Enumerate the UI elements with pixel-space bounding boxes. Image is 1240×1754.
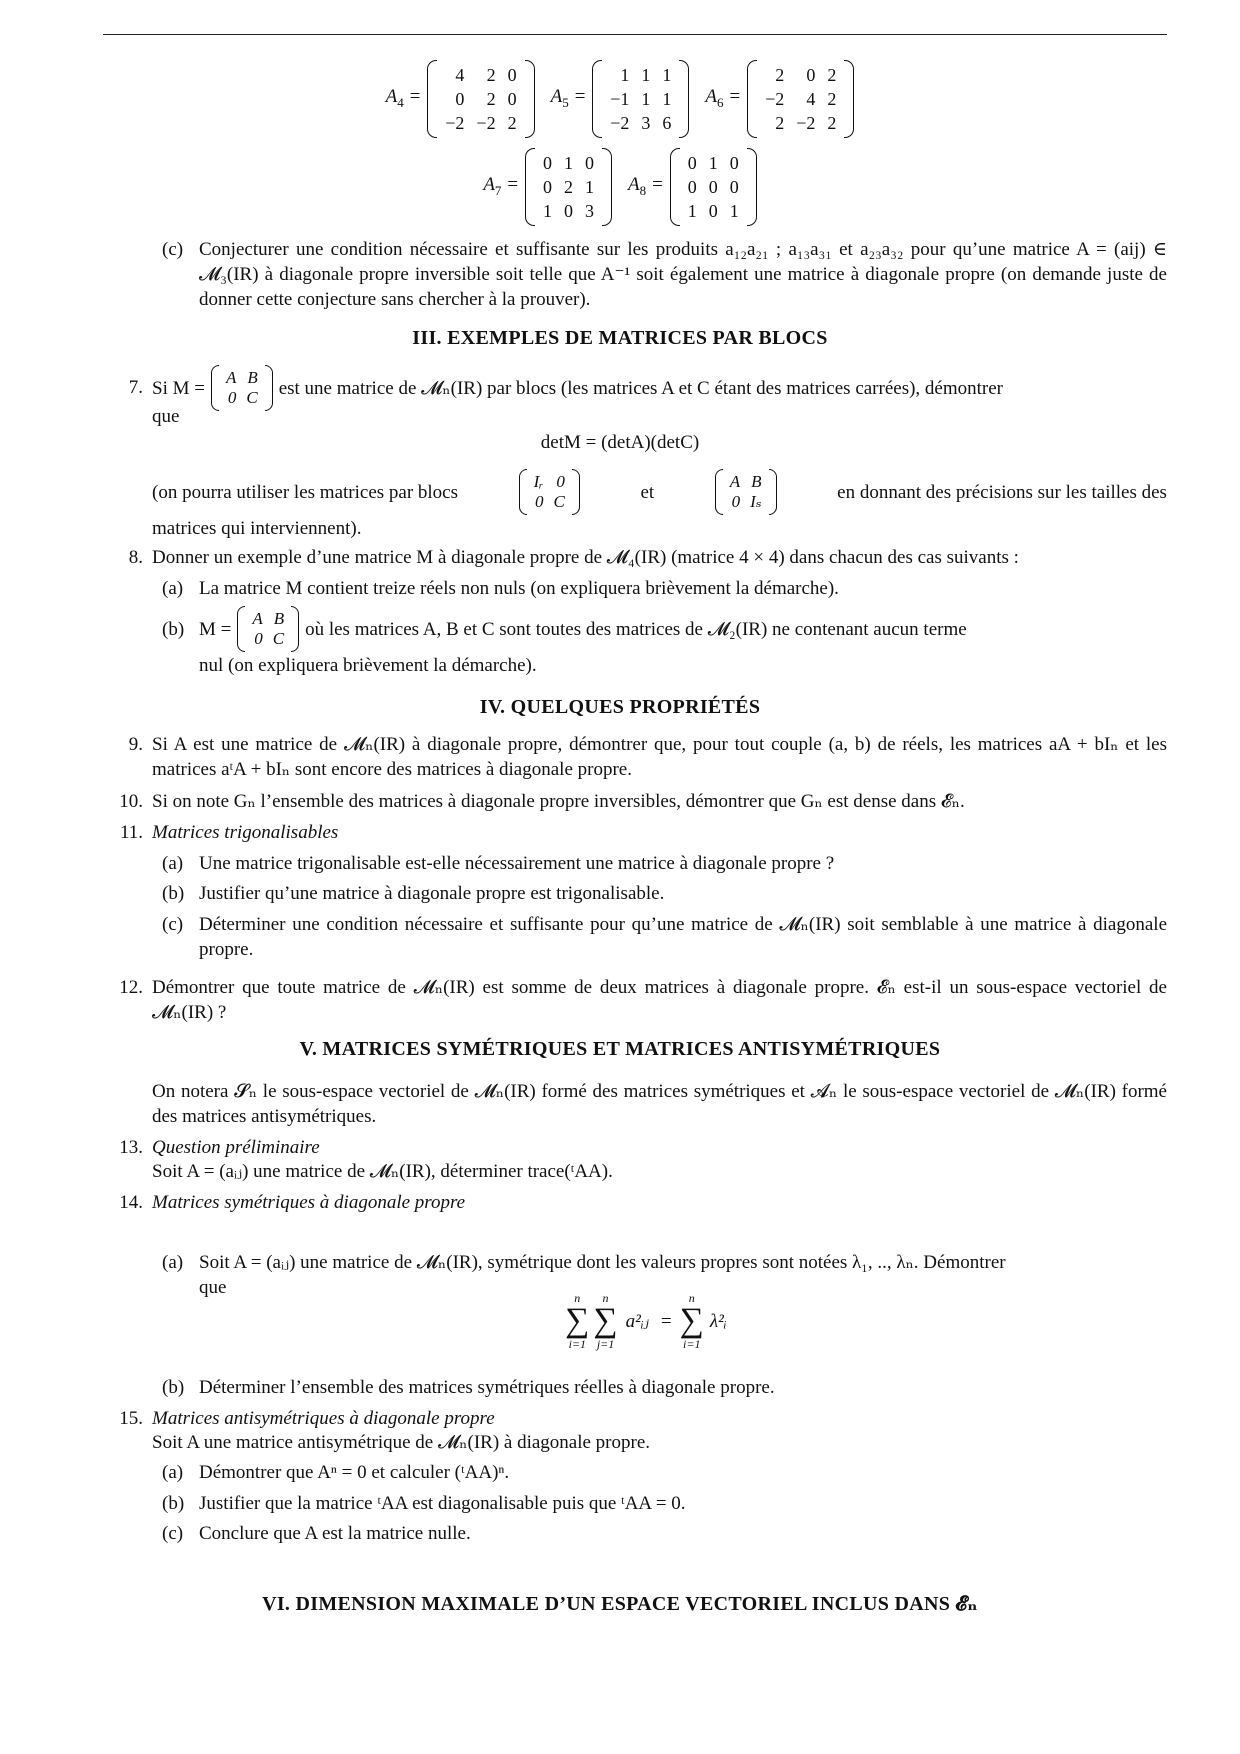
matrix-entry: B (751, 472, 762, 491)
matrix-group (705, 60, 854, 138)
q11-c-text: Déterminer une condition nécessaire et suffisante pour qu’une matrice de 𝓜ₙ(IR) soit semblable à une matrice à diagonale propre. (199, 914, 1167, 960)
q7-hint-post: en donnant des précisions sur les tailles des (837, 481, 1167, 503)
sum-lhs-term: a²ᵢⱼ (625, 1310, 649, 1332)
matrix-entry: 0 (687, 153, 697, 173)
matrix-entry: 0 (507, 89, 517, 109)
sub-label: (c) (162, 239, 184, 260)
matrix-entry: 3 (585, 201, 594, 221)
matrix-entry: 1 (662, 89, 672, 109)
sub-label-c: (c) (162, 1523, 184, 1544)
question-title: Matrices antisymétriques à diagonale propre (152, 1408, 495, 1429)
matrix-entry: 6 (662, 113, 672, 133)
question-title: Matrices trigonalisables (152, 822, 339, 843)
matrix-entry: 1 (543, 201, 552, 221)
matrix-entry: −2 (610, 113, 630, 133)
question-text: Soit A une matrice antisymétrique de 𝓜ₙ(IR) à diagonale propre. (152, 1432, 651, 1453)
matrix-entry: 0 (455, 89, 465, 109)
matrix-entry: 0 (729, 153, 739, 173)
matrix-entry: 0 (564, 201, 573, 221)
question-text: Si A est une matrice de 𝓜ₙ(IR) à diagonale propre, démontrer que, pour tout couple (a, b) de réels, les matrices aA + bIₙ et les matrices aᵗA + bIₙ sont encore des matrices à diagonale propre. (152, 734, 1167, 780)
matrix-entry: 0 (708, 201, 718, 221)
q7-hint-end: matrices qui interviennent). (152, 518, 362, 539)
q7-et: et (640, 481, 655, 503)
q14-a-text-2: que (199, 1277, 227, 1298)
matrix-entry: 2 (564, 177, 573, 197)
matrix-entry: −1 (610, 89, 630, 109)
matrix (237, 606, 299, 652)
left-paren (427, 60, 437, 138)
question-number: 12. (119, 977, 143, 998)
block-matrix-Ir (519, 469, 580, 515)
sum-j: n ∑ j=1 (593, 1291, 618, 1351)
matrix-entry: 2 (507, 113, 517, 133)
sub-label-b: (b) (162, 883, 185, 904)
matrix-entry: C (246, 388, 258, 407)
matrix (519, 469, 580, 515)
block-matrix-M (237, 606, 299, 652)
left-paren (747, 60, 757, 138)
intro-text: On notera 𝓢ₙ le sous-espace vectoriel de 𝓜ₙ(IR) formé des matrices symétriques et 𝓐ₙ le sous-espace vectoriel de 𝓜ₙ(IR) formé des matrices antisymétriques. (152, 1081, 1167, 1127)
question-number: 15. (119, 1408, 143, 1429)
top-rule (103, 34, 1167, 35)
matrix-entry: 4 (806, 89, 816, 109)
right-paren (265, 365, 273, 411)
matrix-entry: 0 (227, 388, 237, 407)
matrices-row-2 (0, 148, 1240, 226)
matrix-entry: 1 (662, 65, 672, 85)
q8-a-text: La matrice M contient treize réels non nuls (on expliquera brièvement la démarche). (199, 578, 839, 599)
matrix-label: $A_7$ = (483, 173, 519, 198)
left-paren (525, 148, 535, 226)
sub-label-b: (b) (162, 619, 185, 640)
matrix-entry: 1 (641, 65, 651, 85)
matrix-entry: A (729, 472, 741, 491)
matrix-label: $A_4$ = (385, 85, 422, 110)
matrix-entry: 1 (729, 201, 739, 221)
sum-equation (0, 1292, 1240, 1350)
q15-b-text: Justifier que la matrice ᵗAA est diagonalisable puis que ᵗAA = 0. (199, 1493, 686, 1514)
matrix-entry: 0 (731, 492, 741, 511)
question-number: 14. (119, 1192, 143, 1213)
section-heading-4: IV. QUELQUES PROPRIÉTÉS (479, 696, 761, 718)
equals-sign: = (660, 1310, 672, 1332)
matrix-entry: 0 (543, 153, 552, 173)
matrix-entry: 0 (507, 65, 517, 85)
question-number: 13. (119, 1137, 143, 1158)
left-paren (715, 469, 723, 515)
matrix (211, 365, 273, 411)
right-paren (602, 148, 612, 226)
matrix-entry: 1 (687, 201, 697, 221)
left-paren (519, 469, 527, 515)
sum-i: n ∑ i=1 (565, 1291, 590, 1351)
right-paren (525, 60, 535, 138)
matrix-entry: 2 (486, 89, 496, 109)
left-paren (670, 148, 680, 226)
sub-label-a: (a) (162, 578, 184, 599)
sub-label-b: (b) (162, 1493, 185, 1514)
matrix-entry: B (247, 368, 258, 387)
sub-label-b: (b) (162, 1377, 185, 1398)
matrix-entry: 3 (641, 113, 651, 133)
q15-a-text: Démontrer que Aⁿ = 0 et calculer (ᵗAA)ⁿ. (199, 1462, 510, 1483)
left-paren (237, 606, 245, 652)
matrix (592, 60, 689, 138)
right-paren (747, 148, 757, 226)
matrix-entry: 2 (827, 89, 837, 109)
q7-prefix: Si M = (152, 377, 205, 399)
matrix (670, 148, 757, 226)
matrix (715, 469, 777, 515)
matrix-group (386, 60, 535, 138)
question-text: Donner un exemple d’une matrice M à diagonale propre de 𝓜₄(IR) (matrice 4 × 4) dans chacun des cas suivants : (152, 547, 1019, 568)
sub-label-a: (a) (162, 853, 184, 874)
matrix-entry: A (225, 368, 237, 387)
matrix-entry: 1 (641, 89, 651, 109)
sum-rhs: n ∑ i=1 (679, 1291, 704, 1351)
matrix-label: $A_6$ = (705, 85, 742, 110)
matrix-entry: 0 (534, 492, 544, 511)
matrix-group (551, 60, 690, 138)
left-paren (592, 60, 602, 138)
matrix-entry: 1 (564, 153, 573, 173)
matrix-entry: −2 (765, 89, 785, 109)
matrix-entry: 0 (687, 177, 697, 197)
matrix-group (628, 148, 757, 226)
q8-b-text: où les matrices A, B et C sont toutes des matrices de 𝓜₂(IR) ne contenant aucun terme (305, 618, 967, 640)
matrix-entry: 1 (708, 153, 718, 173)
matrix-entry: 2 (827, 113, 837, 133)
q8-b-prefix: M = (199, 618, 232, 640)
q14-b-text: Déterminer l’ensemble des matrices symétriques réelles à diagonale propre. (199, 1377, 775, 1398)
question-text: Soit A = (aᵢⱼ) une matrice de 𝓜ₙ(IR), déterminer trace(ᵗAA). (152, 1161, 613, 1182)
matrix-entry: 2 (486, 65, 496, 85)
question-text: Démontrer que toute matrice de 𝓜ₙ(IR) est somme de deux matrices à diagonale propre. 𝓔ₙ est-il un sous-espace vectoriel de 𝓜ₙ(IR) ? (152, 977, 1167, 1023)
matrix-entry: 0 (556, 472, 565, 491)
matrix-entry: A (252, 609, 263, 628)
q7-text: est une matrice de 𝓜ₙ(IR) par blocs (les matrices A et C étant des matrices carrées), démontrer (278, 377, 1004, 399)
matrix-entry: Iₛ (750, 492, 762, 511)
right-paren (844, 60, 854, 138)
question-number: 9. (128, 734, 143, 755)
q11-b-text: Justifier qu’une matrice à diagonale propre est trigonalisable. (199, 883, 665, 904)
question-number: 11. (119, 822, 143, 843)
q7-text-2: que (152, 406, 180, 427)
matrix-entry: 2 (827, 65, 837, 85)
question-number: 7. (128, 377, 143, 398)
matrix-entry: −2 (796, 113, 816, 133)
matrix-entry: 0 (806, 65, 816, 85)
matrix-entry: 0 (729, 177, 739, 197)
section-heading-5: V. MATRICES SYMÉTRIQUES ET MATRICES ANTISYMÉTRIQUES (299, 1038, 941, 1060)
q15-c-text: Conclure que A est la matrice nulle. (199, 1523, 471, 1544)
q14-a-text: Soit A = (aᵢⱼ) une matrice de 𝓜ₙ(IR), symétrique dont les valeurs propres sont notées λ₁, .., λₙ. Démontrer (199, 1252, 1006, 1273)
matrix-entry: −2 (445, 113, 465, 133)
question-number: 10. (119, 791, 143, 812)
matrix-label: $A_8$ = (628, 173, 664, 198)
matrix-label: $A_5$ = (550, 85, 587, 110)
question-title: Question préliminaire (152, 1137, 320, 1158)
matrix-entry: 4 (455, 65, 465, 85)
q11-a-text: Une matrice trigonalisable est-elle nécessairement une matrice à diagonale propre ? (199, 853, 835, 874)
matrix-entry: 2 (775, 65, 785, 85)
matrix-entry: 0 (543, 177, 552, 197)
matrix (747, 60, 854, 138)
right-paren (769, 469, 777, 515)
section-heading-6: VI. DIMENSION MAXIMALE D’UN ESPACE VECTORIEL INCLUS DANS 𝓔ₙ (262, 1593, 978, 1615)
right-paren (291, 606, 299, 652)
matrix-entry: −2 (476, 113, 496, 133)
section-heading-3: III. EXEMPLES DE MATRICES PAR BLOCS (412, 327, 828, 349)
matrix-entry: C (553, 492, 565, 511)
block-matrix-M (211, 365, 273, 411)
matrix-entry: 0 (254, 629, 263, 648)
sub-label-a: (a) (162, 1252, 184, 1273)
block-matrix-Is (715, 469, 777, 515)
sum-rhs-term: λ²ᵢ (709, 1310, 727, 1332)
matrix-entry: Iᵣ (533, 472, 544, 491)
matrix-entry: B (273, 609, 285, 628)
matrix-entry: 0 (585, 153, 594, 173)
right-paren (679, 60, 689, 138)
determinant-equation: detM = (detA)(detC) (540, 432, 700, 453)
matrix (525, 148, 612, 226)
sub-label-c: (c) (162, 914, 184, 935)
matrix (427, 60, 534, 138)
left-paren (211, 365, 219, 411)
matrix-entry: 2 (775, 113, 785, 133)
matrices-row-1 (0, 60, 1240, 138)
q7-hint-pre: (on pourra utiliser les matrices par blocs (152, 481, 459, 503)
matrix-group (483, 148, 612, 226)
question-text: Conjecturer une condition nécessaire et suffisante sur les produits a₁₂a₂₁ ; a₁₃a₃₁ et a₂₃a₃₂ pour qu’une matrice A = (aij) ∈ 𝓜₃(IR) à diagonale propre inversible soit telle que A⁻¹ soit également une matrice à diagonale propre (on demande juste de donner cette conjecture sans chercher à la prouver). (199, 239, 1167, 310)
matrix-entry: C (272, 629, 285, 648)
question-title: Matrices symétriques à diagonale propre (152, 1192, 466, 1213)
matrix-entry: 1 (585, 177, 594, 197)
right-paren (572, 469, 580, 515)
matrix-entry: 0 (708, 177, 718, 197)
question-number: 8. (128, 547, 143, 568)
sub-label-a: (a) (162, 1462, 184, 1483)
matrix-entry: 1 (620, 65, 630, 85)
question-text: Si on note Gₙ l’ensemble des matrices à diagonale propre inversibles, démontrer que Gₙ est dense dans 𝓔ₙ. (152, 791, 965, 812)
q8-b-text-2: nul (on expliquera brièvement la démarche). (199, 655, 537, 676)
